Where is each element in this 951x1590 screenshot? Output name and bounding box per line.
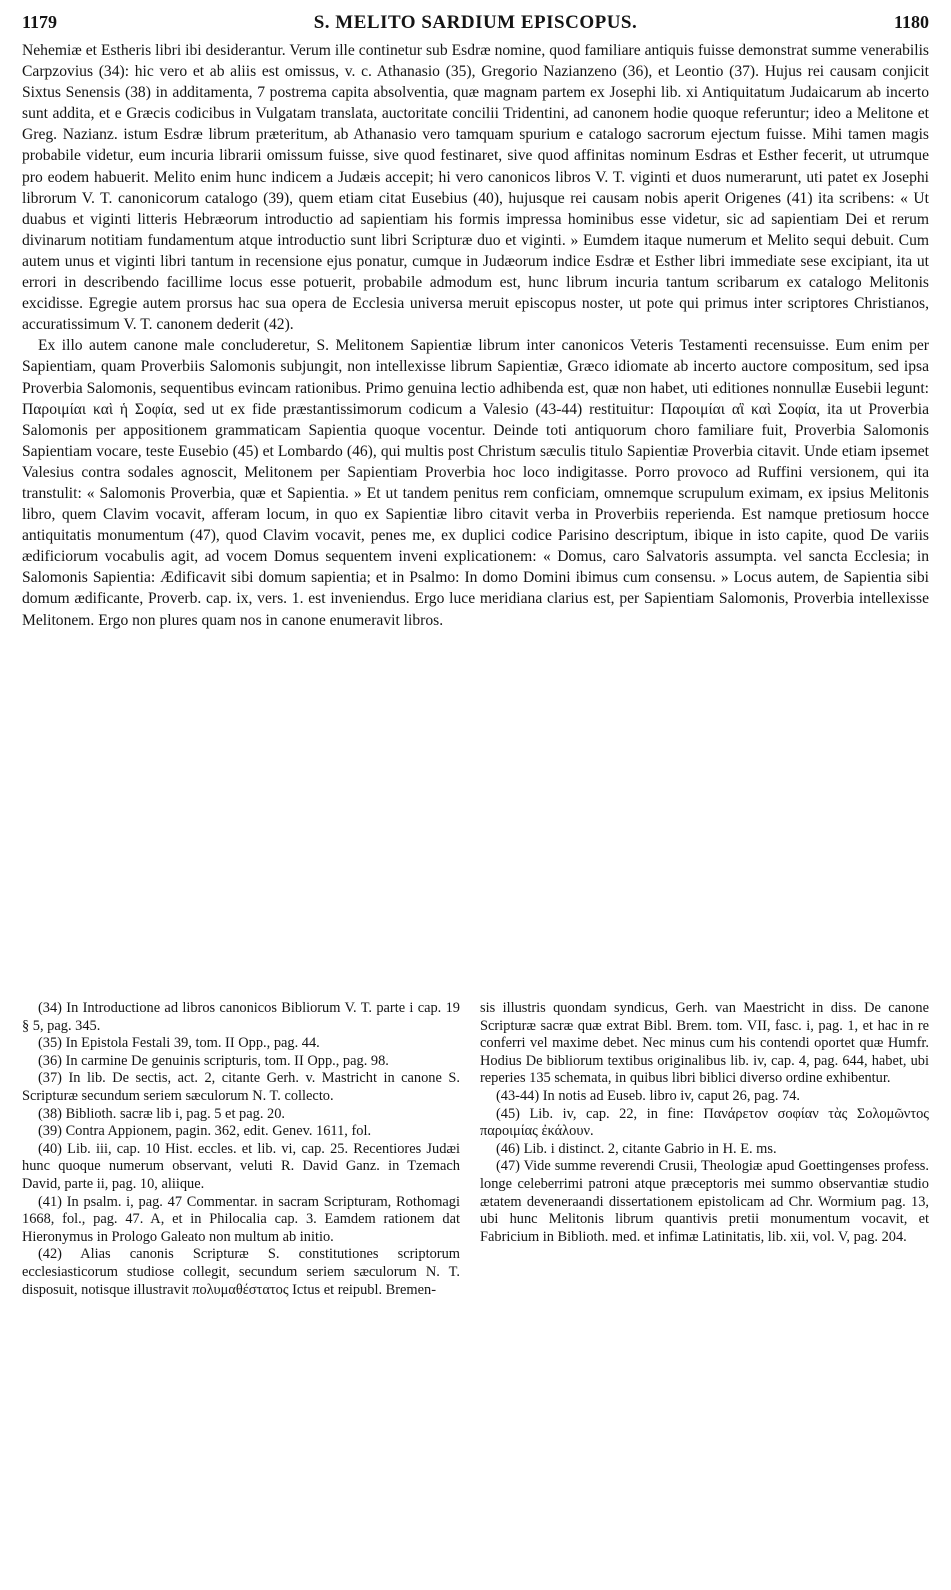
footnote-41: (41) In psalm. i, pag. 47 Commentar. in sacram Scripturam, Rothomagi 1668, fol., pag. 47. A, et in Philocalia cap. 3. Eamdem rationem dat Hieronymus in Prologo Galeato non multum ab initio. <box>22 1193 460 1245</box>
footnote-43-44: (43-44) In notis ad Euseb. libro iv, caput 26, pag. 74. <box>496 1087 801 1104</box>
footnote-38: (38) Biblioth. sacræ lib i, pag. 5 et pag. 20. <box>38 1105 286 1122</box>
footnote-35: (35) In Epistola Festali 39, tom. II Opp., pag. 44. <box>38 1035 320 1052</box>
footnote-37: (37) In lib. De sectis, act. 2, citante Gerh. v. Mastricht in canone S. Scripturæ secundum seriem sæculorum N. T. collecto. <box>22 1070 460 1104</box>
footnotes-right-column <box>480 1000 929 1246</box>
footnote-34: (34) In Introductione ad libros canonicos Bibliorum V. T. parte i cap. 19 § 5, pag. 345. <box>22 1000 460 1034</box>
footnote-42: (42) Alias canonis Scripturæ S. constitutiones scriptorum ecclesiasticorum studiose collegit, secundum seriem sæculorum N. T. disposuit, notisque illustravit πολυμαθέστατος Ictus et reipubl. Bremen- <box>22 1246 460 1298</box>
column-number-right: 1180 <box>893 12 929 32</box>
footnote-36: (36) In carmine De genuinis scripturis, tom. II Opp., pag. 98. <box>38 1052 389 1069</box>
body-paragraph: Nehemiæ et Estheris libri ibi desiderantur. Verum ille continetur sub Esdræ nomine, quod familiare antiquis fuisse demonstrat summe venerabilis Carpzovius (34): hic vero et ab aliis est omissus, v. c. Athanasio (35), Gregorio Nazianzeno (36), et Leontio (37). Hujus rei causam conjicit Sixtus Senensis (38) in additamenta, 7 postrema capita absolventia, quæ magnam partem ex Josephi lib. xi Antiquitatum Judaicarum ab incerto sunt addita, et e Græcis codicibus in Vulgatam translata, auctoritate concilii Tridentini, ad canonem hodie quoque referuntur; ideo a Melitone et Greg. Nazianz. istum Esdræ librum præteritum, ab Athanasio vero tamquam spurium e catalogo sacrorum ejectum fuisse. Mihi tamen magis probabile videtur, eum incuria librarii omissum fuisse, sive quod festinaret, sive quod affinitas nominum Esdras et Esther fecerit, ut utrumque pro eodem habuerit. Melito enim hunc indicem a Judæis accepit; hi vero canonicos libros V. T. viginti et duos numerarunt, uti patet ex Josephi librorum V. T. canonicorum catalogo (39), quem etiam citat Eusebius (40), hujusque rei causam nobis aperit Origenes (41) ita scribens: « Ut duabus et viginti litteris Hebræorum introductio ad sapientiam his formis impressa hominibus esse videtur, sic ad sapientiam Dei et rerum divinarum notitiam fundamentum atque introductio sunt libri Scripturæ duo et viginti. » Eumdem itaque numerum et Melito sequi debuit. Cum autem unus et viginti libri tantum in recensione ejus ponatur, cumque in Judæorum indice Esdræ et Esther libri immediate sese excipiant, ita ut errori in describendo facillime locus esse potuerit, probabile admodum est, hunc librum incuria tantum scribarum ex catalogo Melitonis excidisse. Egregie autem prorsus hac sua opera de Ecclesia universa meruit episcopus noster, ut pote qui primus inter scriptores Christianos, accuratissimum V. T. canonem dederit (42). <box>22 42 929 334</box>
footnotes-left-column <box>22 1000 460 1299</box>
footnote-46: (46) Lib. i distinct. 2, citante Gabrio in H. E. ms. <box>496 1140 777 1157</box>
body-paragraph: Ex illo autem canone male concluderetur, S. Melitonem Sapientiæ librum inter canonicos Veteris Testamenti recensuisse. Eum enim per Sapientiam, quam Proverbiis Salomonis subjungit, non intellexisse librum Sapientiæ, Græco idiomate ab incerto auctore compositum, sed ipsa Proverbia Salomonis, sequentibus evincam rationibus. Primo genuina lectio adhibenda est, quæ non habet, uti editiones nonnullæ Eusebii legunt: Παροιμίαι καὶ ἡ Σοφία, sed ut ex fide præstantissimorum codicum a Valesio (43-44) restituitur: Παροιμίαι αἳ καὶ Σοφία, ita ut Proverbia Salomonis per appositionem grammaticam Sapientia quoque vocentur. Deinde toti antiquorum choro familiare fuit, Proverbia Salomonis Sapientiam vocare, teste Eusebio (45) et Lombardo (46), qui multis post Christum sæculis titulo Sapientiæ Proverbia citavit. Unde etiam ipsemet Valesius contra sodales agnoscit, Melitonem per Sapientiam Proverbia hoc loco indigitasse. Porro provoco ad Ruffini versionem, qui ita transtulit: « Salomonis Proverbia, quæ et Sapientia. » Et ut tandem penitus rem conficiam, omnemque scrupulum eximam, ex ipsius Melitonis libro, quem Clavim vocavit, afferam locum, in quo ex Sapientiæ libro citavit verba in Proverbiis reperienda. Est namque pretiosum hocce antiquitatis monumentum (47), quod Clavim vocavit, penes me, ex duplici codice Parisino descriptum, ibique in isto capite, quod De variis ædificiorum vocabulis agit, ad vocem Domus sequentem inveni explicationem: « Domus, caro Salvatoris assumpta. vel sancta Ecclesia; in Salomonis Sapientia: Ædificavit sibi domum sapientia; et in Psalmo: In domo Domini ibimus cum consensu. » Locus autem, de Sapientia sibi domum ædificante, Proverb. cap. ix, vers. 1. est inveniendus. Ergo luce meridiana clarius est, per Sapientiam Salomonis, Proverbia intellexisse Melitonem. Ergo non plures quam nos in canone enumeravit libros. <box>22 337 929 629</box>
footnote-42-continued: sis illustris quondam syndicus, Gerh. van Maestricht in diss. De canone Scripturæ sacræ quæ extrat Bibl. Brem. tom. VII, fasc. i, pag. 1, et hac in re conferri vel maxime debet. Nec minus cum his contendi oportet quæ Humfr. Hodius De bibliorum textibus originalibus lib. iv, cap. 4, pag. 644, habet, ubi reperies 135 schemata, in quibus libri biblici diverso ordine exhibentur. <box>480 1000 929 1087</box>
footnote-45: (45) Lib. iv, cap. 22, in fine: Πανάρετον σοφίαν τὰς Σολομῶντος παροιμίας ἐκάλουν. <box>480 1105 929 1140</box>
running-title: S. MELITO SARDIUM EPISCOPUS. <box>313 12 638 33</box>
footnote-40: (40) Lib. iii, cap. 10 Hist. eccles. et lib. vi, cap. 25. Recentiores Judæi hunc quoque numerum observant, veluti R. David Ganz. in Tzemach David, parte ii, pag. 10, aliique. <box>22 1140 460 1192</box>
footnote-47: (47) Vide summe reverendi Crusii, Theologiæ apud Goettingenses profess. longe celeberrimi patroni atque præceptoris mei summo observantiæ studio ætatem deveneraandi dissertationem epistolicam ad Chr. Wormium pag. 13, ubi hunc Melitonis librum quantivis pretii monumentum vocavit, et Fabricium in Biblioth. med. et infimæ Latinitatis, lib. xii, vol. V, pag. 204. <box>480 1158 929 1245</box>
main-text <box>22 40 929 631</box>
running-header <box>22 12 929 38</box>
column-number-left: 1179 <box>22 12 58 32</box>
footnote-39: (39) Contra Appionem, pagin. 362, edit. Genev. 1611, fol. <box>38 1123 372 1140</box>
